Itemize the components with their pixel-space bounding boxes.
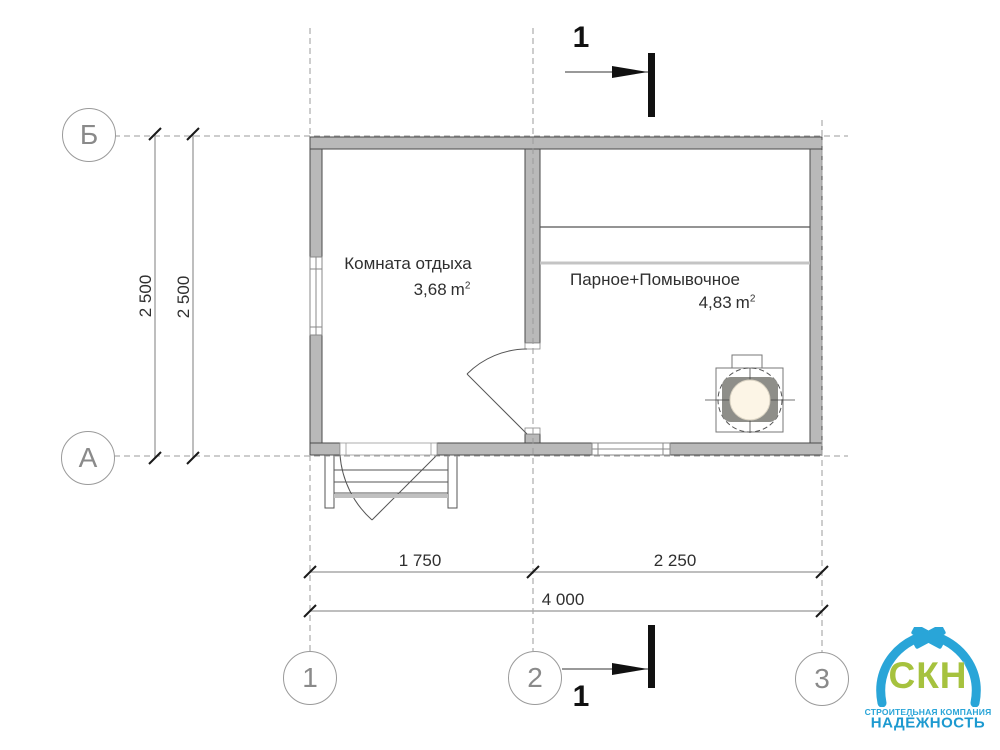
room-rest-area [414,280,471,300]
dim-height-inner: 2 500 [174,275,193,319]
section-mark-top [565,53,655,117]
window-bottom [592,443,670,455]
room-steam-name: Парное+Помывочное [569,270,741,289]
section-mark-bottom [562,625,655,688]
interior-door-swing-arc [467,349,527,374]
stove [705,355,795,433]
wall-bottom-middle [437,443,592,455]
room-steam-area-power: 2 [749,293,756,305]
axis-label-3: 3 [814,663,830,694]
stove-core [730,380,770,420]
section-label-bottom: 1 [572,680,590,713]
dim-width-total: 4 000 [541,590,585,609]
room-rest-area-power: 2 [464,280,471,292]
axis-bubble-a [61,431,115,485]
axis-bubble-3 [795,652,849,706]
section-label-top: 1 [572,21,590,54]
logo-abbr: СКН [888,655,968,696]
axis-label-1: 1 [302,662,318,693]
room-rest-name: Комната отдыха [344,254,472,273]
room-rest-area-value: 3,68 [413,280,447,299]
axis-bubble-1 [283,651,337,705]
window-left [310,257,322,335]
entry-door-leaf [372,455,437,520]
wall-bottom-right [670,443,822,455]
dim-height-outer: 2 500 [136,274,155,318]
wall-left-upper [310,149,322,257]
room-steam-area-value: 4,83 [698,293,732,312]
wall-left-lower [310,335,322,443]
wall-bottom-left-corner [310,443,340,455]
entry-door-swing-arc [340,455,372,520]
axis-label-b: Б [79,119,99,150]
axis-grid-lines [114,28,848,652]
room-steam-area-unit: m [735,293,750,312]
bench-lines [540,227,810,263]
interior-door-leaf [467,374,527,434]
logo-company-name: НАДЁЖНОСТЬ [870,714,986,732]
axis-label-a: А [78,442,98,473]
axis-bubble-b [62,108,116,162]
entry-steps [325,455,457,508]
axis-bubble-2 [508,651,562,705]
interior-door [467,343,540,434]
room-rest-area-unit: m [450,280,465,299]
wall-top [310,137,822,149]
logo-tagline: СТРОИТЕЛЬНАЯ КОМПАНИЯ [864,707,992,717]
axis-label-2: 2 [527,662,543,693]
dim-width-left: 1 750 [398,551,442,570]
room-steam-area [699,293,756,313]
dim-width-right: 2 250 [653,551,697,570]
wall-right [810,149,822,443]
